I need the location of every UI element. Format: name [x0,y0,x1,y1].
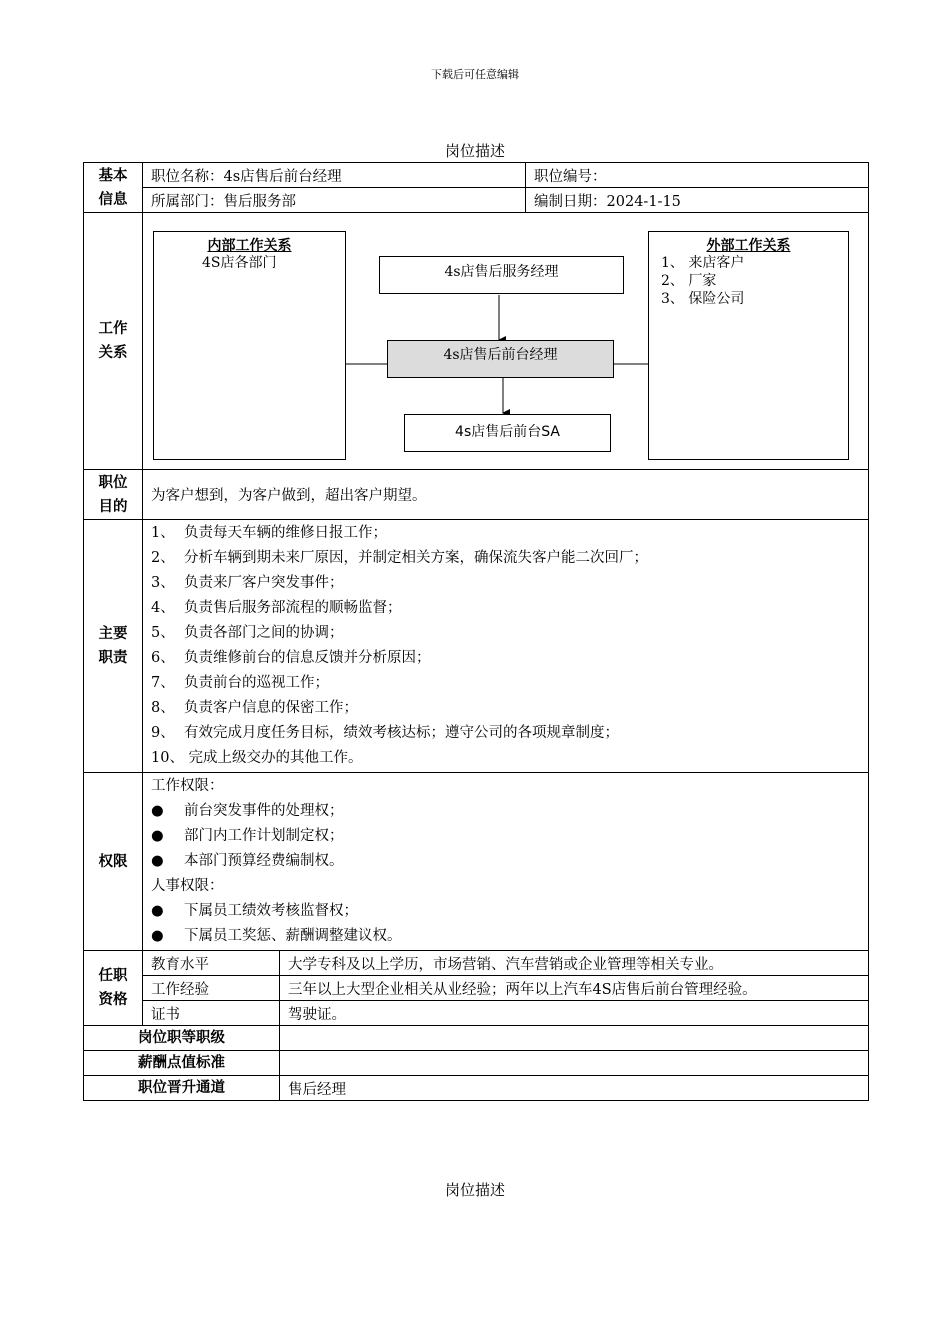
qualification-key: 工作经验 [143,976,280,1001]
page-title-bottom: 岗位描述 [444,1181,505,1199]
qualification-key: 教育水平 [143,951,280,976]
position-number: 职位编号： [526,163,869,188]
authority-item-text: 下属员工奖惩、薪酬调整建议权。 [184,928,402,944]
authority-item [151,799,860,824]
purpose-text: 为客户想到，为客户做到，超出客户期望。 [143,470,869,520]
basic-label-1: 基本 [98,167,128,184]
duty-item: 7、 负责前台的巡视工作； [151,675,329,691]
duty-item: 1、 负责每天车辆的维修日报工作； [151,525,387,541]
duties-label [84,520,143,773]
purpose-label-2: 目的 [98,498,128,515]
qualification-value: 三年以上大型企业相关从业经验；两年以上汽车4S店售后前台管理经验。 [280,976,869,1001]
authority-item [151,924,860,949]
authority-item-text: 前台突发事件的处理权； [184,803,344,819]
external-relations-box [648,231,849,460]
position-name: 职位名称：4s店售后前台经理 [143,163,526,188]
relations-label [84,213,143,470]
grade-label: 岗位职等职级 [84,1026,280,1051]
duty-item: 3、 负责来厂客户突发事件； [151,575,344,591]
hr-authority-title: 人事权限： [151,878,224,894]
date: 编制日期：2024-1-15 [526,188,869,213]
duties-label-2: 职责 [98,650,128,666]
duties-label-1: 主要 [98,626,128,642]
work-authority-title: 工作权限： [151,778,224,794]
bullet-icon: ● [151,853,164,869]
duty-item: 2、 分析车辆到期未来厂原因，并制定相关方案，确保流失客户能二次回厂； [151,550,648,566]
internal-item: 4S店各部门 [202,255,277,271]
authority-item-text: 部门内工作计划制定权； [184,828,344,844]
duty-item: 4、 负责售后服务部流程的顺畅监督； [151,600,402,616]
duty-item: 9、 有效完成月度任务目标，绩效考核达标；遵守公司的各项规章制度； [151,725,619,741]
authority-item [151,824,860,849]
department: 所属部门：售后服务部 [143,188,526,213]
duty-item: 10、 完成上级交办的其他工作。 [151,750,363,766]
basic-info-label [84,163,143,213]
authority-item-text: 下属员工绩效考核监督权； [184,903,358,919]
external-item: 3、 保险公司 [661,291,745,307]
qualification-key: 证书 [143,1001,280,1026]
qualification-value: 大学专科及以上学历，市场营销、汽车营销或企业管理等相关专业。 [280,951,869,976]
purpose-label [84,470,143,520]
duty-item: 5、 负责各部门之间的协调； [151,625,344,641]
relations-label-2: 关系 [98,345,128,361]
basic-label-2: 信息 [98,191,128,208]
duty-item: 6、 负责维修前台的信息反馈并分析原因； [151,650,431,666]
promotion-label: 职位晋升通道 [84,1076,280,1101]
authority-item-text: 本部门预算经费编制权。 [184,853,344,869]
grade-value [280,1026,869,1051]
superior-box: 4s店售后服务经理 [379,256,624,294]
promotion-value: 售后经理 [280,1076,869,1101]
bullet-icon: ● [151,803,164,819]
current-position-box: 4s店售后前台经理 [387,340,614,378]
bullet-icon: ● [151,903,164,919]
internal-title: 内部工作关系 [207,238,292,254]
internal-relations-box [153,231,346,460]
purpose-label-1: 职位 [98,474,128,491]
salary-value [280,1051,869,1076]
subordinate-box: 4s店售后前台SA [404,414,611,452]
relations-chart [143,213,869,470]
header-note: 下载后可任意编辑 [431,68,519,81]
authority-item [151,849,860,874]
authority-label: 权限 [84,773,143,951]
qualification-label-2: 资格 [98,992,128,1008]
duties-list [143,520,869,773]
authority-item [151,899,860,924]
qualification-label [84,951,143,1026]
relations-label-1: 工作 [98,321,128,337]
salary-label: 薪酬点值标准 [84,1051,280,1076]
external-item: 2、 厂家 [661,273,717,289]
bullet-icon: ● [151,928,164,944]
page-title: 岗位描述 [444,142,505,160]
authority-list [143,773,869,951]
external-title: 外部工作关系 [706,238,791,254]
duty-item: 8、 负责客户信息的保密工作； [151,700,358,716]
qualification-label-1: 任职 [98,968,128,984]
job-description-table [83,162,869,1101]
bullet-icon: ● [151,828,164,844]
qualification-value: 驾驶证。 [280,1001,869,1026]
external-item: 1、 来店客户 [661,255,745,271]
